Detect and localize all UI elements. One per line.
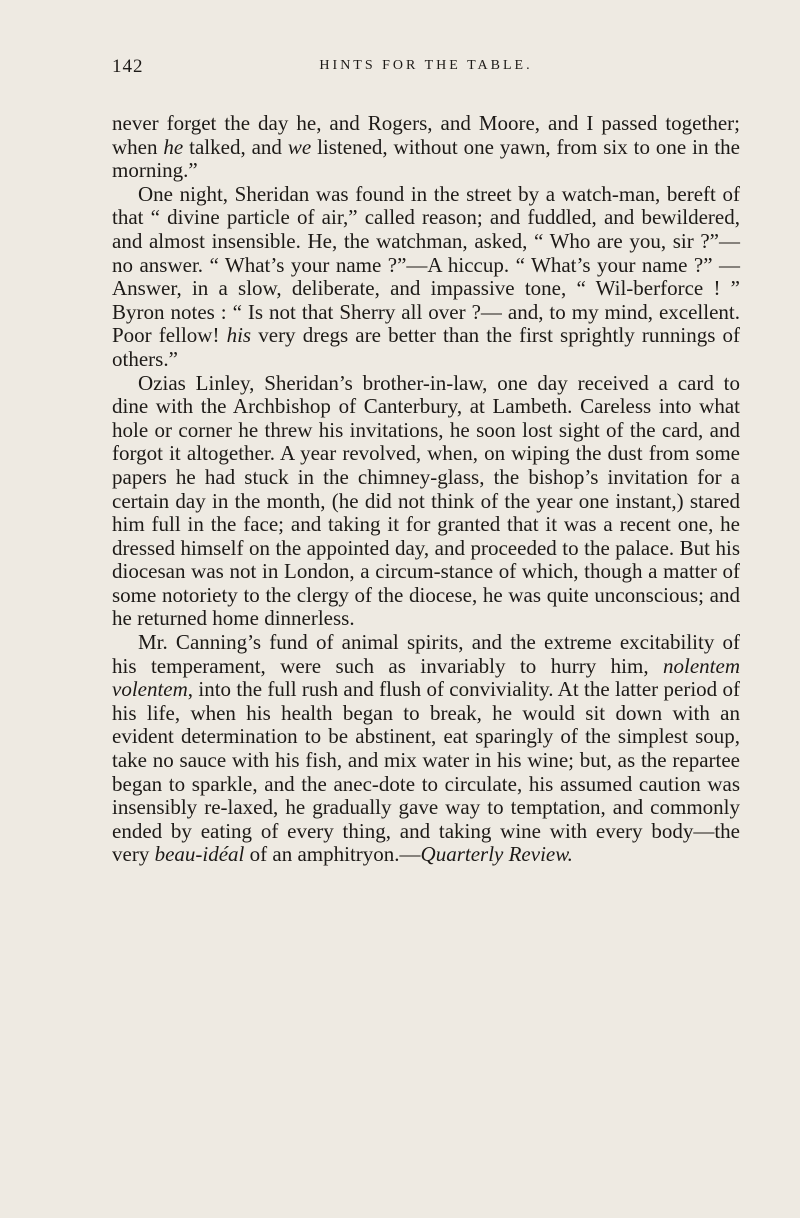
text-run: One night, Sheridan was found in the street by a watch-man, bereft of that “ divine particle of air,” called reason; and fuddled, and bewildered, and almost insensible. He, the watchman, asked, “ Who are you, sir ?”—no answer. “ What’s your name ?”—A hiccup. “ What’s your name ?” —Answer, in a slow, deliberate, and impassive tone, “ Wil-berforce ! ” Byron notes : “ Is not that Sherry all over ?— and, to my mind, excellent. Poor fellow!: [112, 181, 740, 348]
paragraph-3: [112, 372, 740, 632]
running-head-title: HINTS FOR THE TABLE.: [319, 58, 533, 73]
body-text: [112, 112, 740, 867]
italic-text: we: [287, 134, 312, 159]
text-run: Ozias Linley, Sheridan’s brother-in-law, one day received a card to dine with the Archbishop of Canterbury, at Lambeth. Careless into what hole or corner he threw his invitations, he soon lost sight of the card, and forgot it altogether. A year revolved, when, on wiping the dust from some papers he had stuck in the chimney-glass, the bishop’s invitation for a certain day in the month, (he did not think of the year one instant,) stared him full in the face; and taking it for granted that it was a recent one, he dressed himself on the appointed day, and proceeded to the palace. But his diocesan was not in London, a circum-stance of which, though a matter of some notoriety to the clergy of the diocese, he was quite unconscious; and he returned home dinnerless.: [112, 370, 740, 631]
paragraph-1: [112, 112, 740, 183]
text-run: Mr. Canning’s fund of animal spirits, and the extreme excitability of his temperament, were such as invariably to hurry him,: [112, 630, 740, 678]
text-run: , into the full rush and flush of conviviality. At the latter period of his life, when his health began to break, he would sit down with an evident determination to be abstinent, eat sparingly of the simplest soup, take no sauce with his fish, and mix water in his wine; but, as the repartee began to sparkle, and the anec-dote to circulate, his assumed caution was insensibly re-laxed, he gradually gave way to temptation, and commonly ended by eating of every thing, and taking wine with every body—the very: [112, 677, 740, 867]
italic-text: he: [163, 134, 184, 159]
page-number: 142: [112, 56, 144, 77]
text-run: listened, without one yawn, from six to one in the morning.”: [112, 134, 740, 183]
running-head: [112, 56, 740, 78]
paragraph-4: [112, 631, 740, 867]
italic-text: his: [226, 323, 252, 348]
italic-text: beau-idéal: [154, 842, 245, 867]
text-run: talked, and: [183, 134, 288, 159]
text-run: of an amphitryon.—: [244, 842, 421, 867]
italic-text: nolentem volentem: [112, 653, 740, 702]
text-run: very dregs are better than the first sprightly runnings of others.”: [112, 323, 740, 371]
italic-text: Quarterly Review.: [420, 842, 573, 867]
paragraph-2: [112, 183, 740, 372]
text-run: never forget the day he, and Rogers, and Moore, and I passed together; when: [112, 111, 740, 159]
